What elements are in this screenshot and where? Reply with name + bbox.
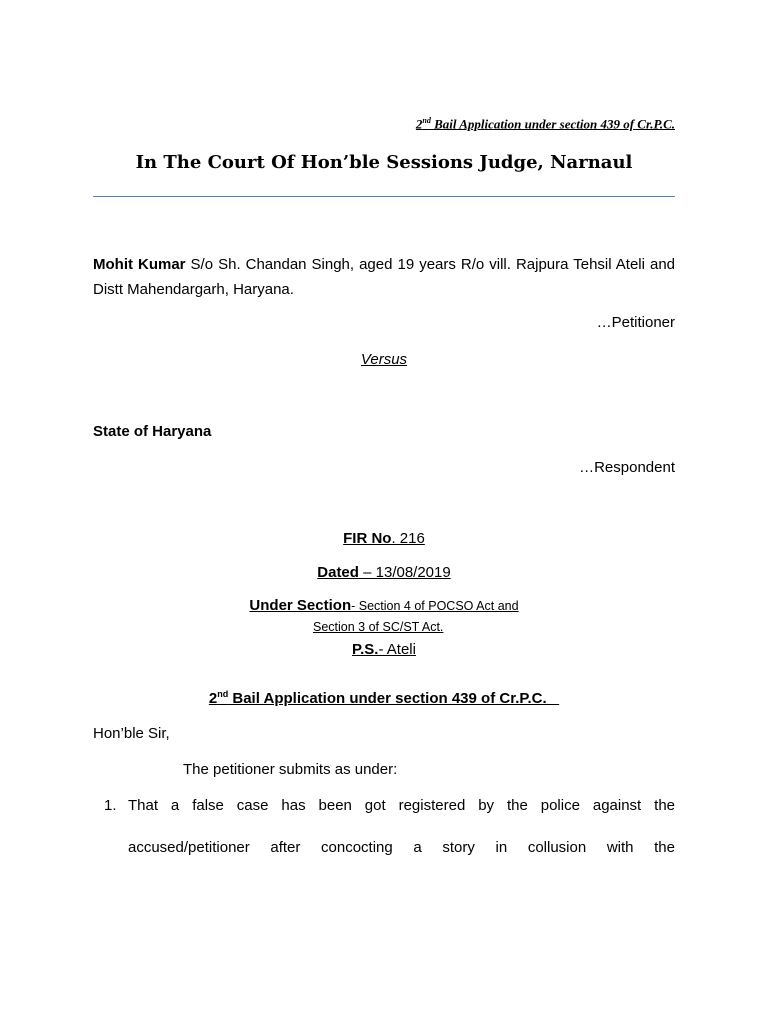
respondent-role: …Respondent [579,459,675,476]
versus-label: Versus [360,351,408,368]
fir-line [0,530,768,547]
fir-label: FIR No [343,530,392,547]
application-title-ordinal: 2 [208,690,218,707]
court-title: In The Court Of Hon’ble Sessions Judge, Narnaul [135,152,633,173]
header-note-text: Bail Application under section 439 of Cr.P.C. [430,116,675,132]
application-title [0,689,768,707]
header-note [416,116,675,132]
title-divider [93,196,675,197]
point-line-1: That a false case has been got registered by the police against the [128,797,675,814]
point-line-2: accused/petitioner after concocting a story in collusion with the [128,839,675,856]
header-note-suffix: nd [422,116,431,125]
ps-line [0,641,768,658]
section-line-1 [0,597,768,614]
section-label: Under Section [249,597,352,614]
petitioner-name: Mohit Kumar [93,256,186,273]
section-value-1: - Section 4 of POCSO Act and [351,599,519,613]
petitioner-paragraph [93,252,675,302]
intro-line: The petitioner submits as under: [183,761,398,778]
salutation: Hon’ble Sir, [93,725,170,742]
application-title-suffix: nd [217,689,229,699]
petitioner-details: S/o Sh. Chandan Singh, aged 19 years R/o vill. Rajpura Tehsil Ateli and Distt Mahendargarh, Haryana. [93,256,675,298]
application-title-text: Bail Application under section 439 of Cr.P.C. [228,690,560,707]
dated-label: Dated [317,564,359,581]
point-number: 1. [104,797,117,814]
fir-value: . 216 [391,530,425,547]
petitioner-role: …Petitioner [596,314,675,331]
dated-value: – 13/08/2019 [358,564,451,581]
header-note-ordinal: 2 [415,116,423,132]
respondent-name: State of Haryana [93,423,212,440]
ps-value: - Ateli [378,641,416,658]
dated-line [0,564,768,581]
section-value-2: Section 3 of SC/ST Act. [313,620,444,634]
ps-label: P.S. [352,641,379,658]
